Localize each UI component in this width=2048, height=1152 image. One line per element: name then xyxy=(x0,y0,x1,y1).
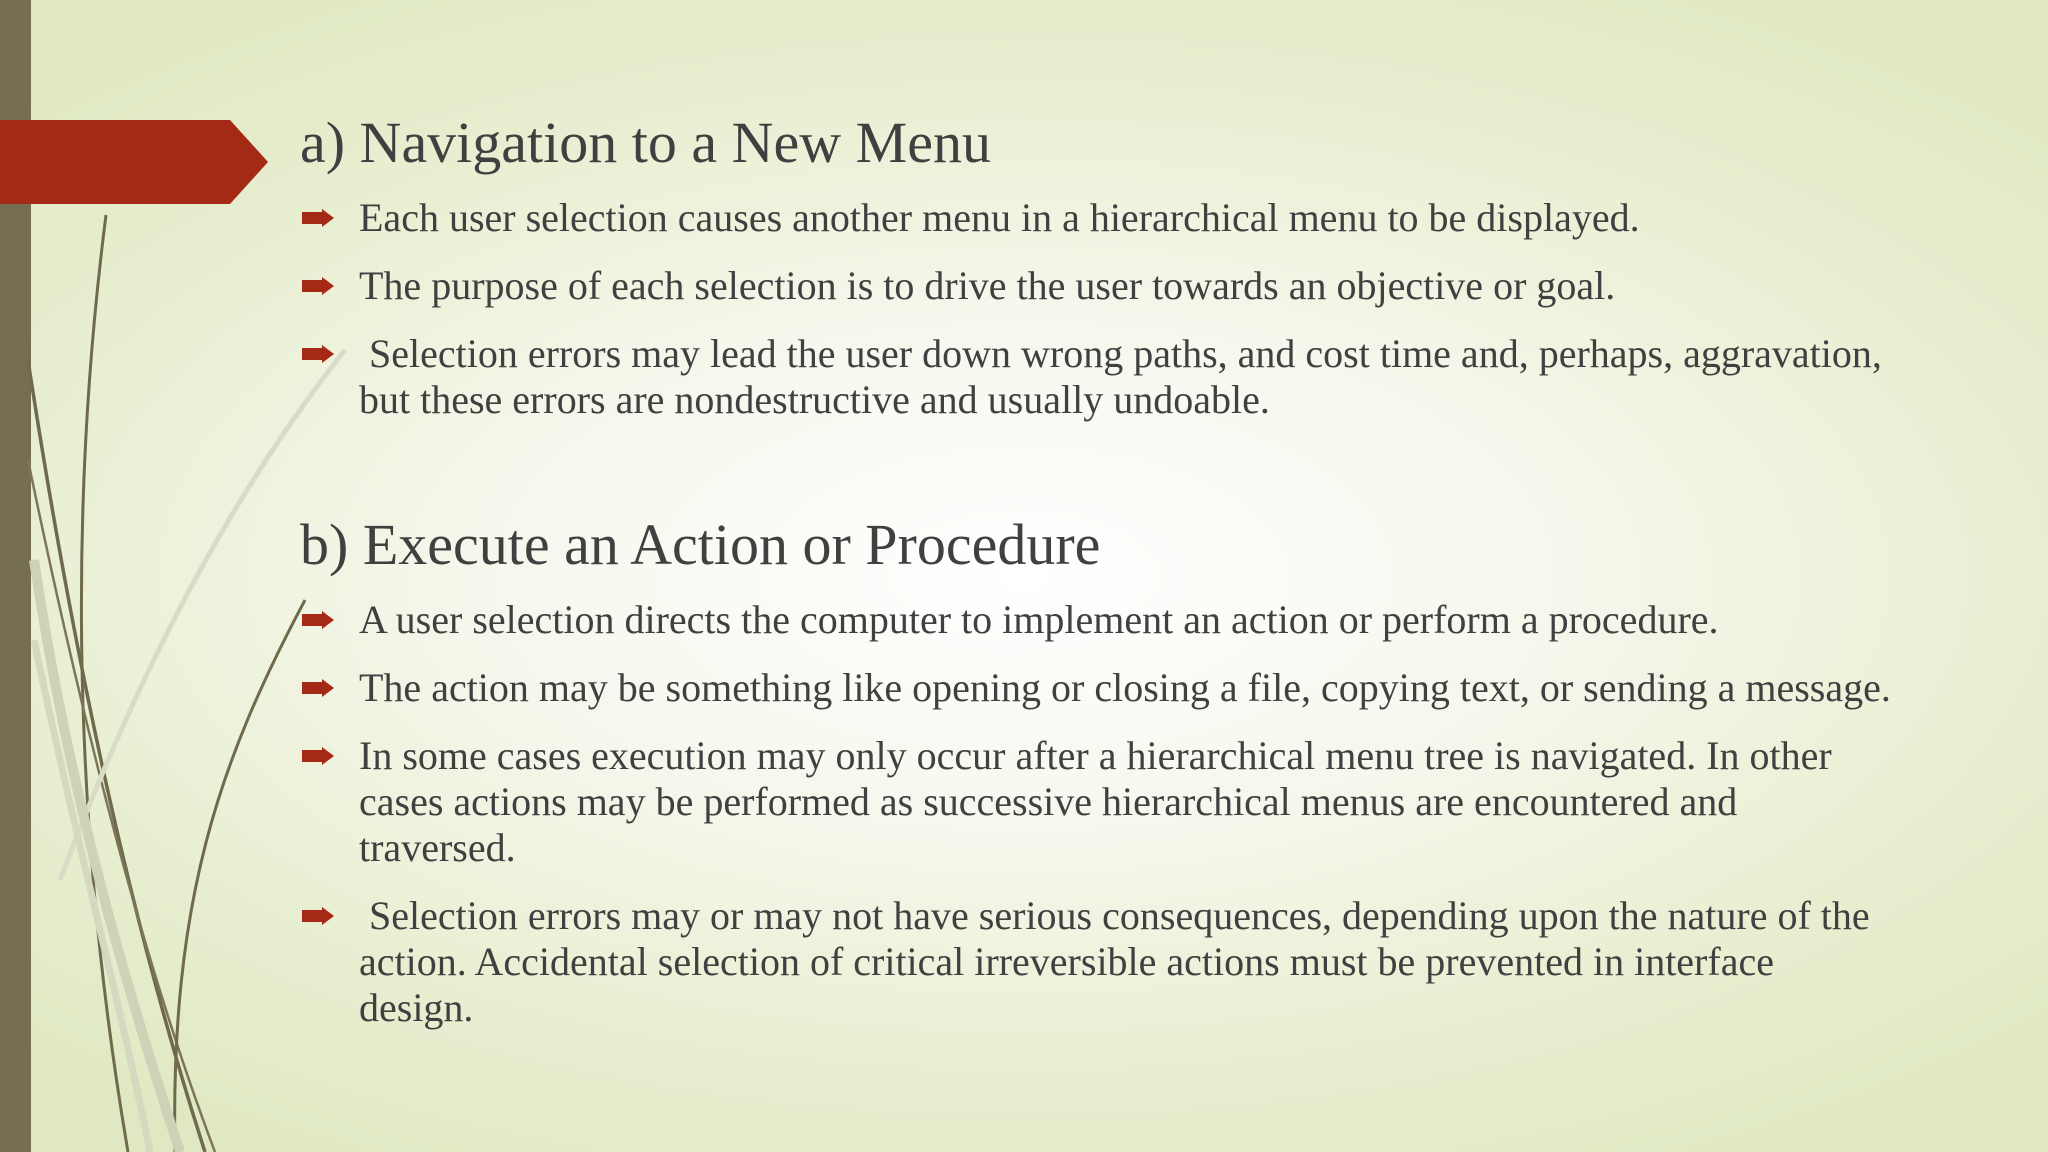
list-item xyxy=(300,665,2000,711)
right-arrow-bullet-icon xyxy=(302,209,334,227)
bullet-text: The purpose of each selection is to drive the user towards an objective or goal. xyxy=(359,263,1616,308)
right-arrow-bullet-icon xyxy=(302,679,334,697)
right-arrow-bullet-icon xyxy=(302,277,334,295)
section-heading-execute: b) Execute an Action or Procedure xyxy=(300,512,1101,577)
bullet-text: The action may be something like opening or closing a file, copying text, or sending a message. xyxy=(359,665,1891,710)
bullet-text: Selection errors may lead the user down wrong paths, and cost time and, perhaps, aggravation, but these errors are nondestructive and usually undoable. xyxy=(359,331,1882,422)
title-arrow-shape xyxy=(0,120,268,204)
list-item xyxy=(300,331,2000,423)
right-arrow-bullet-icon xyxy=(302,611,334,629)
bullet-list-execute xyxy=(300,597,2000,1053)
right-arrow-bullet-icon xyxy=(302,907,334,925)
bullet-text: In some cases execution may only occur after a hierarchical menu tree is navigated. In other cases actions may be performed as successive hierarchical menus are encountered and traversed. xyxy=(359,733,1832,870)
list-item xyxy=(300,893,2000,1031)
strand-line xyxy=(28,460,215,1152)
right-arrow-bullet-icon xyxy=(302,345,334,363)
bullet-text: Each user selection causes another menu in a hierarchical menu to be displayed. xyxy=(359,195,1640,240)
strand-line xyxy=(175,600,305,1152)
right-arrow-bullet-icon xyxy=(302,747,334,765)
bullet-text: Selection errors may or may not have serious consequences, depending upon the nature of the action. Accidental selection of critical irreversible actions must be prevented in interface design. xyxy=(359,893,1870,1030)
bullet-list-navigation xyxy=(300,195,2000,445)
list-item xyxy=(300,195,2000,241)
bullet-text: A user selection directs the computer to implement an action or perform a procedure. xyxy=(359,597,1719,642)
list-item xyxy=(300,597,2000,643)
section-heading-navigation: a) Navigation to a New Menu xyxy=(300,110,991,175)
list-item xyxy=(300,733,2000,871)
list-item xyxy=(300,263,2000,309)
